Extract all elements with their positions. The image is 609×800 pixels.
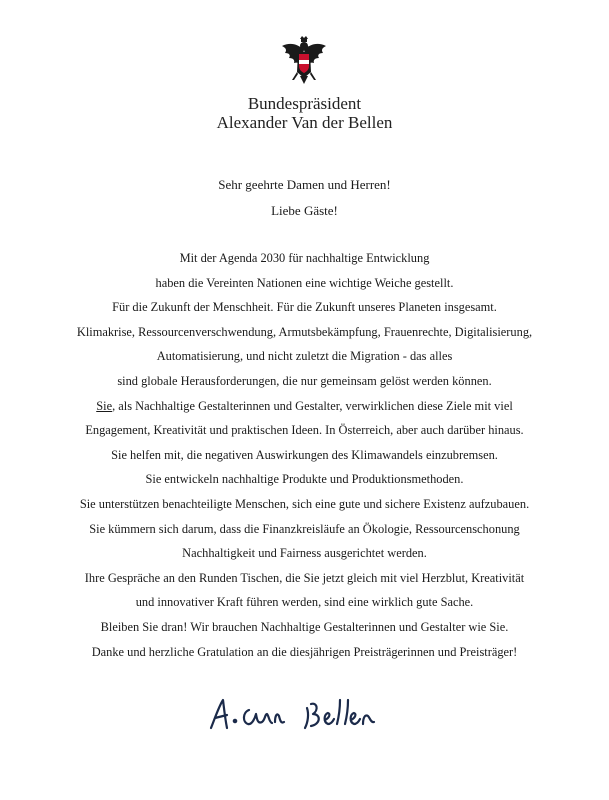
body-line: sind globale Herausforderungen, die nur gemeinsam gelöst werden können. — [117, 373, 492, 388]
body-line: Sie unterstützen benachteiligte Menschen, sich eine gute und sichere Existenz aufzubauen. — [79, 496, 530, 511]
body-line: Sie entwickeln nachhaltige Produkte und Produktionsmethoden. — [145, 472, 464, 487]
body-line: Ihre Gespräche an den Runden Tischen, die Sie jetzt gleich mit viel Herzblut, Kreativität — [84, 570, 525, 585]
body-line: Engagement, Kreativität und praktischen Ideen. In Österreich, aber auch darüber hinaus. — [85, 423, 524, 438]
body-line: Nachhaltigkeit und Fairness ausgerichtet werden. — [182, 546, 427, 561]
body-line: Automatisierung, und nicht zuletzt die Migration - das alles — [156, 349, 453, 364]
body-line: Sie kümmern sich darum, dass die Finanzkreisläufe an Ökologie, Ressourcenschonung — [89, 521, 520, 536]
letterhead-name: Alexander Van der Bellen — [216, 113, 393, 132]
salutation — [0, 172, 609, 224]
salutation-line-1: Sehr geehrte Damen und Herren! — [218, 177, 391, 192]
body-line: Danke und herzliche Gratulation an die diesjährigen Preisträgerinnen und Preisträger! — [91, 644, 518, 659]
body-line-rest: , als Nachhaltige Gestalterinnen und Gestalter, verwirklichen diese Ziele mit viel — [112, 398, 513, 413]
body-line: und innovativer Kraft führen werden, sind eine wirklich gute Sache. — [135, 595, 474, 610]
letter-body — [0, 246, 609, 664]
body-line: Für die Zukunft der Menschheit. Für die Zukunft unseres Planeten insgesamt. — [112, 300, 497, 315]
body-line: haben die Vereinten Nationen eine wichtige Weiche gestellt. — [155, 275, 454, 290]
body-line: Klimakrise, Ressourcenverschwendung, Armutsbekämpfung, Frauenrechte, Digitalisierung, — [76, 324, 533, 339]
letterhead-title: Bundespräsident — [247, 94, 362, 113]
underlined-word: Sie — [96, 398, 113, 413]
body-line: Bleiben Sie dran! Wir brauchen Nachhaltige Gestalterinnen und Gestalter wie Sie. — [100, 619, 509, 634]
salutation-line-2: Liebe Gäste! — [271, 203, 338, 218]
letterhead — [0, 94, 609, 132]
handwritten-signature — [205, 688, 405, 738]
body-line — [0, 394, 609, 419]
body-line: Mit der Agenda 2030 für nachhaltige Entwicklung — [179, 251, 430, 265]
austrian-eagle-icon — [280, 36, 328, 86]
body-line: Sie helfen mit, die negativen Auswirkungen des Klimawandels einzubremsen. — [111, 447, 498, 462]
